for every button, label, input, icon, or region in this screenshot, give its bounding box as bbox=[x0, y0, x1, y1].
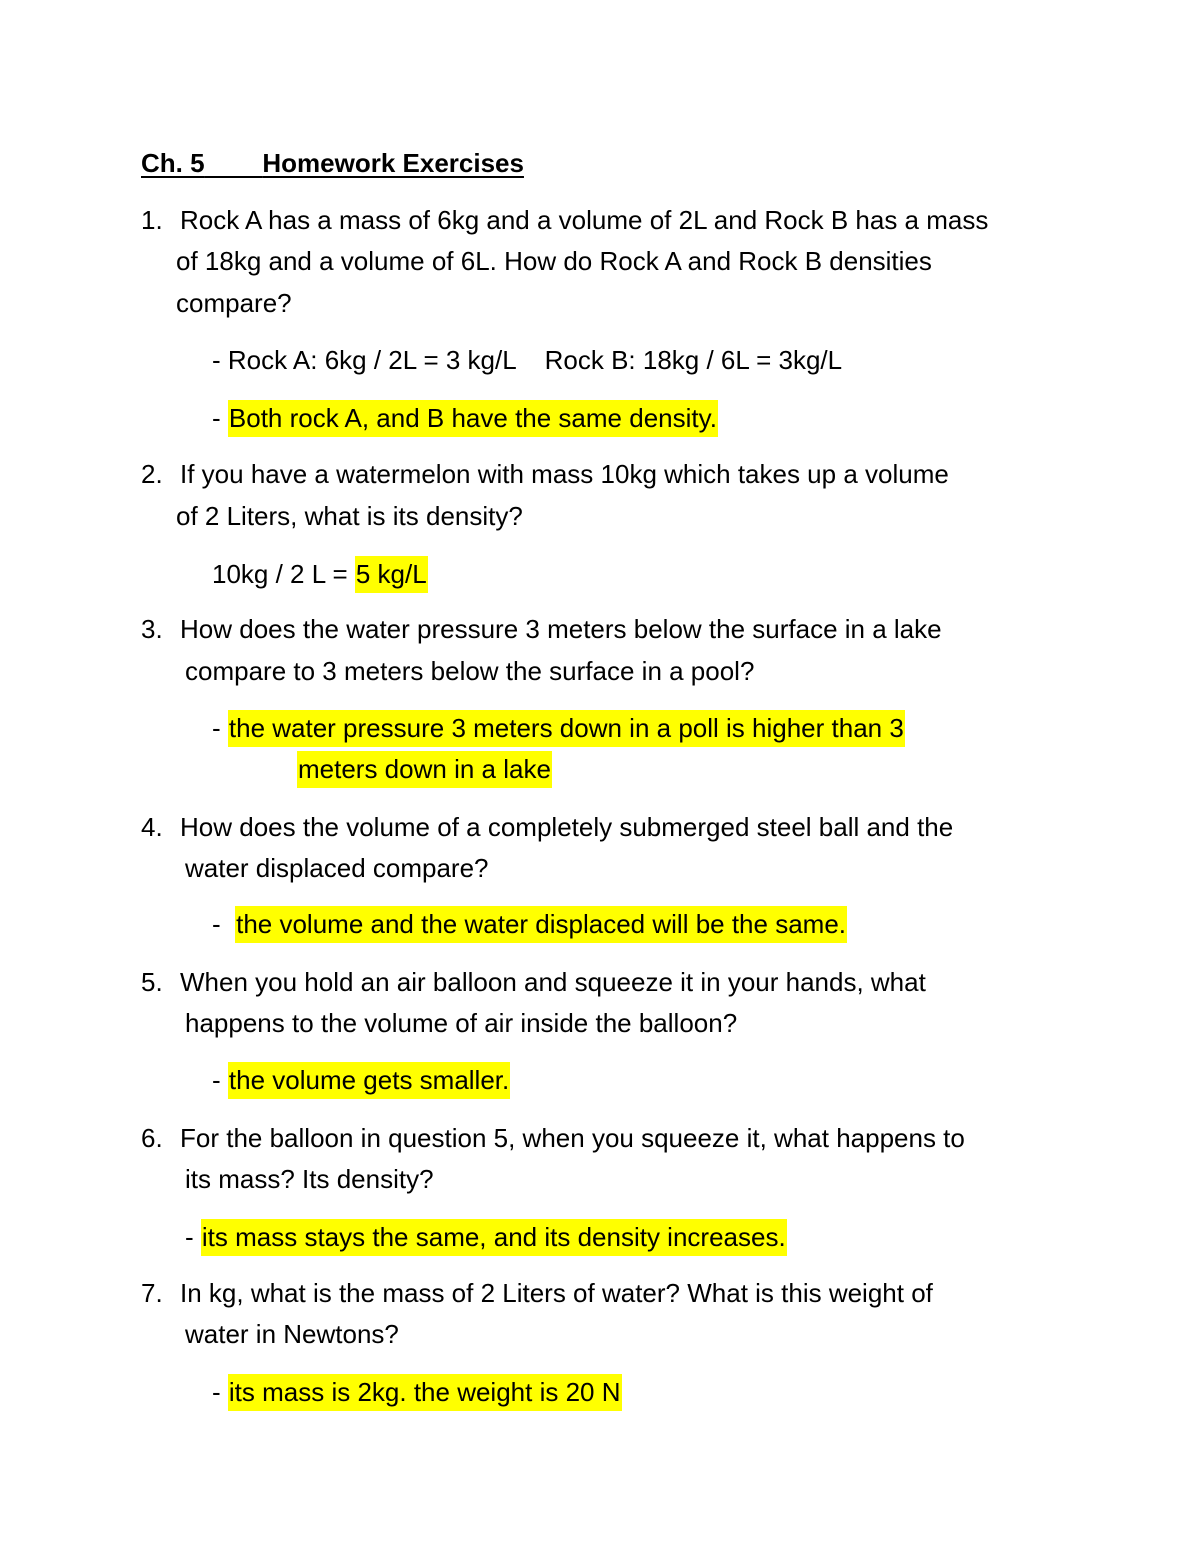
question-4-answer-line bbox=[212, 906, 847, 942]
question-1-text-line-2: of 18kg and a volume of 6L. How do Rock A and Rock B densities bbox=[176, 246, 932, 276]
question-2-work: 10kg / 2 L = bbox=[212, 559, 355, 589]
answer-prefix: - bbox=[185, 1222, 201, 1252]
question-7-number: 7. bbox=[141, 1278, 163, 1308]
question-3-answer-highlight-2: meters down in a lake bbox=[297, 751, 552, 788]
question-2-text-line-2: of 2 Liters, what is its density? bbox=[176, 501, 523, 531]
question-1-text-line-1: Rock A has a mass of 6kg and a volume of 2L and Rock B has a mass bbox=[180, 205, 989, 235]
question-3-answer-line-1 bbox=[212, 710, 905, 746]
question-4-text-line-1: How does the volume of a completely submerged steel ball and the bbox=[180, 812, 954, 842]
question-6-text-line-1: For the balloon in question 5, when you squeeze it, what happens to bbox=[180, 1123, 965, 1153]
title-text: Homework Exercises bbox=[262, 148, 524, 178]
question-4-answer-highlight: the volume and the water displaced will be the same. bbox=[235, 906, 847, 943]
question-2-text-line-1: If you have a watermelon with mass 10kg which takes up a volume bbox=[180, 459, 949, 489]
question-1-text-line-3: compare? bbox=[176, 288, 292, 318]
question-6-text-line-2: its mass? Its density? bbox=[185, 1164, 434, 1194]
question-2-answer-highlight: 5 kg/L bbox=[355, 556, 428, 593]
question-6-number: 6. bbox=[141, 1123, 163, 1153]
question-7-text-line-1: In kg, what is the mass of 2 Liters of water? What is this weight of bbox=[180, 1278, 933, 1308]
answer-prefix: - bbox=[212, 1065, 228, 1095]
answer-prefix: - bbox=[212, 909, 236, 939]
question-4-text-line-2: water displaced compare? bbox=[185, 853, 489, 883]
question-7-answer-highlight: its mass is 2kg. the weight is 20 N bbox=[228, 1374, 622, 1411]
question-1-answer-highlight: Both rock A, and B have the same density. bbox=[228, 400, 718, 437]
question-3-number: 3. bbox=[141, 614, 163, 644]
question-3-text-line-2: compare to 3 meters below the surface in a pool? bbox=[185, 656, 755, 686]
answer-prefix: - bbox=[212, 403, 228, 433]
question-3-text-line-1: How does the water pressure 3 meters below the surface in a lake bbox=[180, 614, 942, 644]
question-5-text-line-2: happens to the volume of air inside the balloon? bbox=[185, 1008, 738, 1038]
answer-prefix: - bbox=[212, 1377, 228, 1407]
question-3-answer-highlight-1: the water pressure 3 meters down in a poll is higher than 3 bbox=[228, 710, 905, 747]
question-5-text-line-1: When you hold an air balloon and squeeze it in your hands, what bbox=[180, 967, 926, 997]
question-6-answer-line bbox=[185, 1219, 787, 1255]
question-5-answer-highlight: the volume gets smaller. bbox=[228, 1062, 510, 1099]
question-6-answer-highlight: its mass stays the same, and its density increases. bbox=[201, 1219, 787, 1256]
question-5-answer-line bbox=[212, 1062, 510, 1098]
answer-prefix: - bbox=[212, 713, 228, 743]
question-3-answer-line-2 bbox=[297, 751, 552, 787]
question-5-number: 5. bbox=[141, 967, 163, 997]
question-1-number: 1. bbox=[141, 205, 163, 235]
page-title bbox=[141, 145, 524, 181]
question-1-work: - Rock A: 6kg / 2L = 3 kg/L Rock B: 18kg / 6L = 3kg/L bbox=[212, 345, 843, 375]
question-7-answer-line bbox=[212, 1374, 622, 1410]
question-2-number: 2. bbox=[141, 459, 163, 489]
question-1-answer-line bbox=[212, 400, 718, 436]
question-7-text-line-2: water in Newtons? bbox=[185, 1319, 399, 1349]
question-2-work-line bbox=[212, 556, 428, 592]
title-chapter: Ch. 5 bbox=[141, 148, 205, 178]
question-4-number: 4. bbox=[141, 812, 163, 842]
